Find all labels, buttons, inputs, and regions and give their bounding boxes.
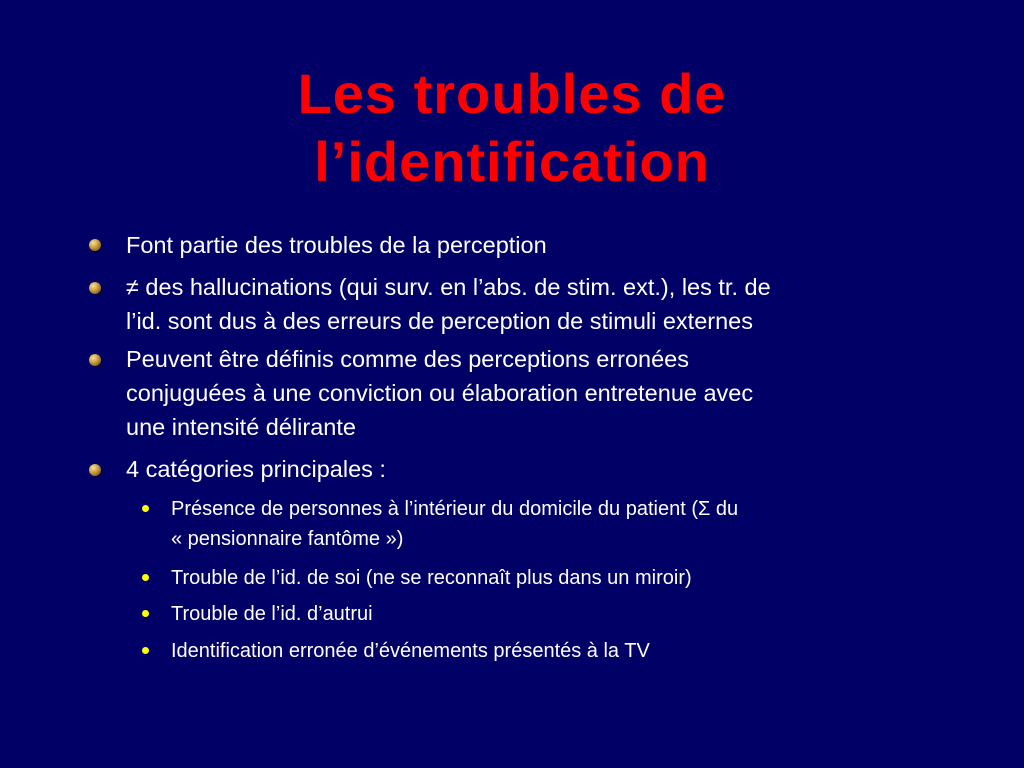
bullet-line: ≠ des hallucinations (qui surv. en l’abs. de stim. ext.), les tr. de [126, 274, 771, 300]
bullet-item [126, 270, 926, 338]
bullet-item [126, 228, 926, 262]
bullet-line: l’id. sont dus à des erreurs de perception de stimuli externes [126, 308, 753, 334]
sub-bullet-line: Trouble de l’id. d’autrui [171, 603, 373, 625]
bullet-item [126, 452, 926, 486]
sub-bullet-item [171, 563, 931, 593]
yellow-dot-bullet-icon [142, 647, 149, 654]
bronze-ball-bullet-icon [89, 464, 101, 476]
sub-bullet-item [171, 599, 931, 629]
bullet-line: Peuvent être définis comme des perceptions erronées [126, 346, 690, 372]
bullet-line: une intensité délirante [126, 414, 356, 440]
bullet-line: Font partie des troubles de la perception [126, 232, 547, 258]
bullet-item [126, 342, 926, 444]
sub-bullet-line: « pensionnaire fantôme ») [171, 528, 404, 550]
bronze-ball-bullet-icon [89, 239, 101, 251]
bullet-line: conjuguées à une conviction ou élaboration entretenue avec [126, 380, 754, 406]
slide-title-line-1: Les troubles de [297, 62, 727, 125]
yellow-dot-bullet-icon [142, 610, 149, 617]
yellow-dot-bullet-icon [142, 505, 149, 512]
bronze-ball-bullet-icon [89, 354, 101, 366]
sub-bullet-line: Présence de personnes à l’intérieur du domicile du patient (Σ du [171, 498, 739, 520]
slide-title-line-2: l’identification [314, 130, 710, 193]
yellow-dot-bullet-icon [142, 574, 149, 581]
sub-bullet-line: Identification erronée d’événements présentés à la TV [171, 640, 650, 662]
sub-bullet-item [171, 494, 931, 554]
bronze-ball-bullet-icon [89, 282, 101, 294]
sub-bullet-line: Trouble de l’id. de soi (ne se reconnaît plus dans un miroir) [171, 567, 692, 589]
sub-bullet-item [171, 636, 931, 666]
bullet-line: 4 catégories principales : [126, 456, 386, 482]
